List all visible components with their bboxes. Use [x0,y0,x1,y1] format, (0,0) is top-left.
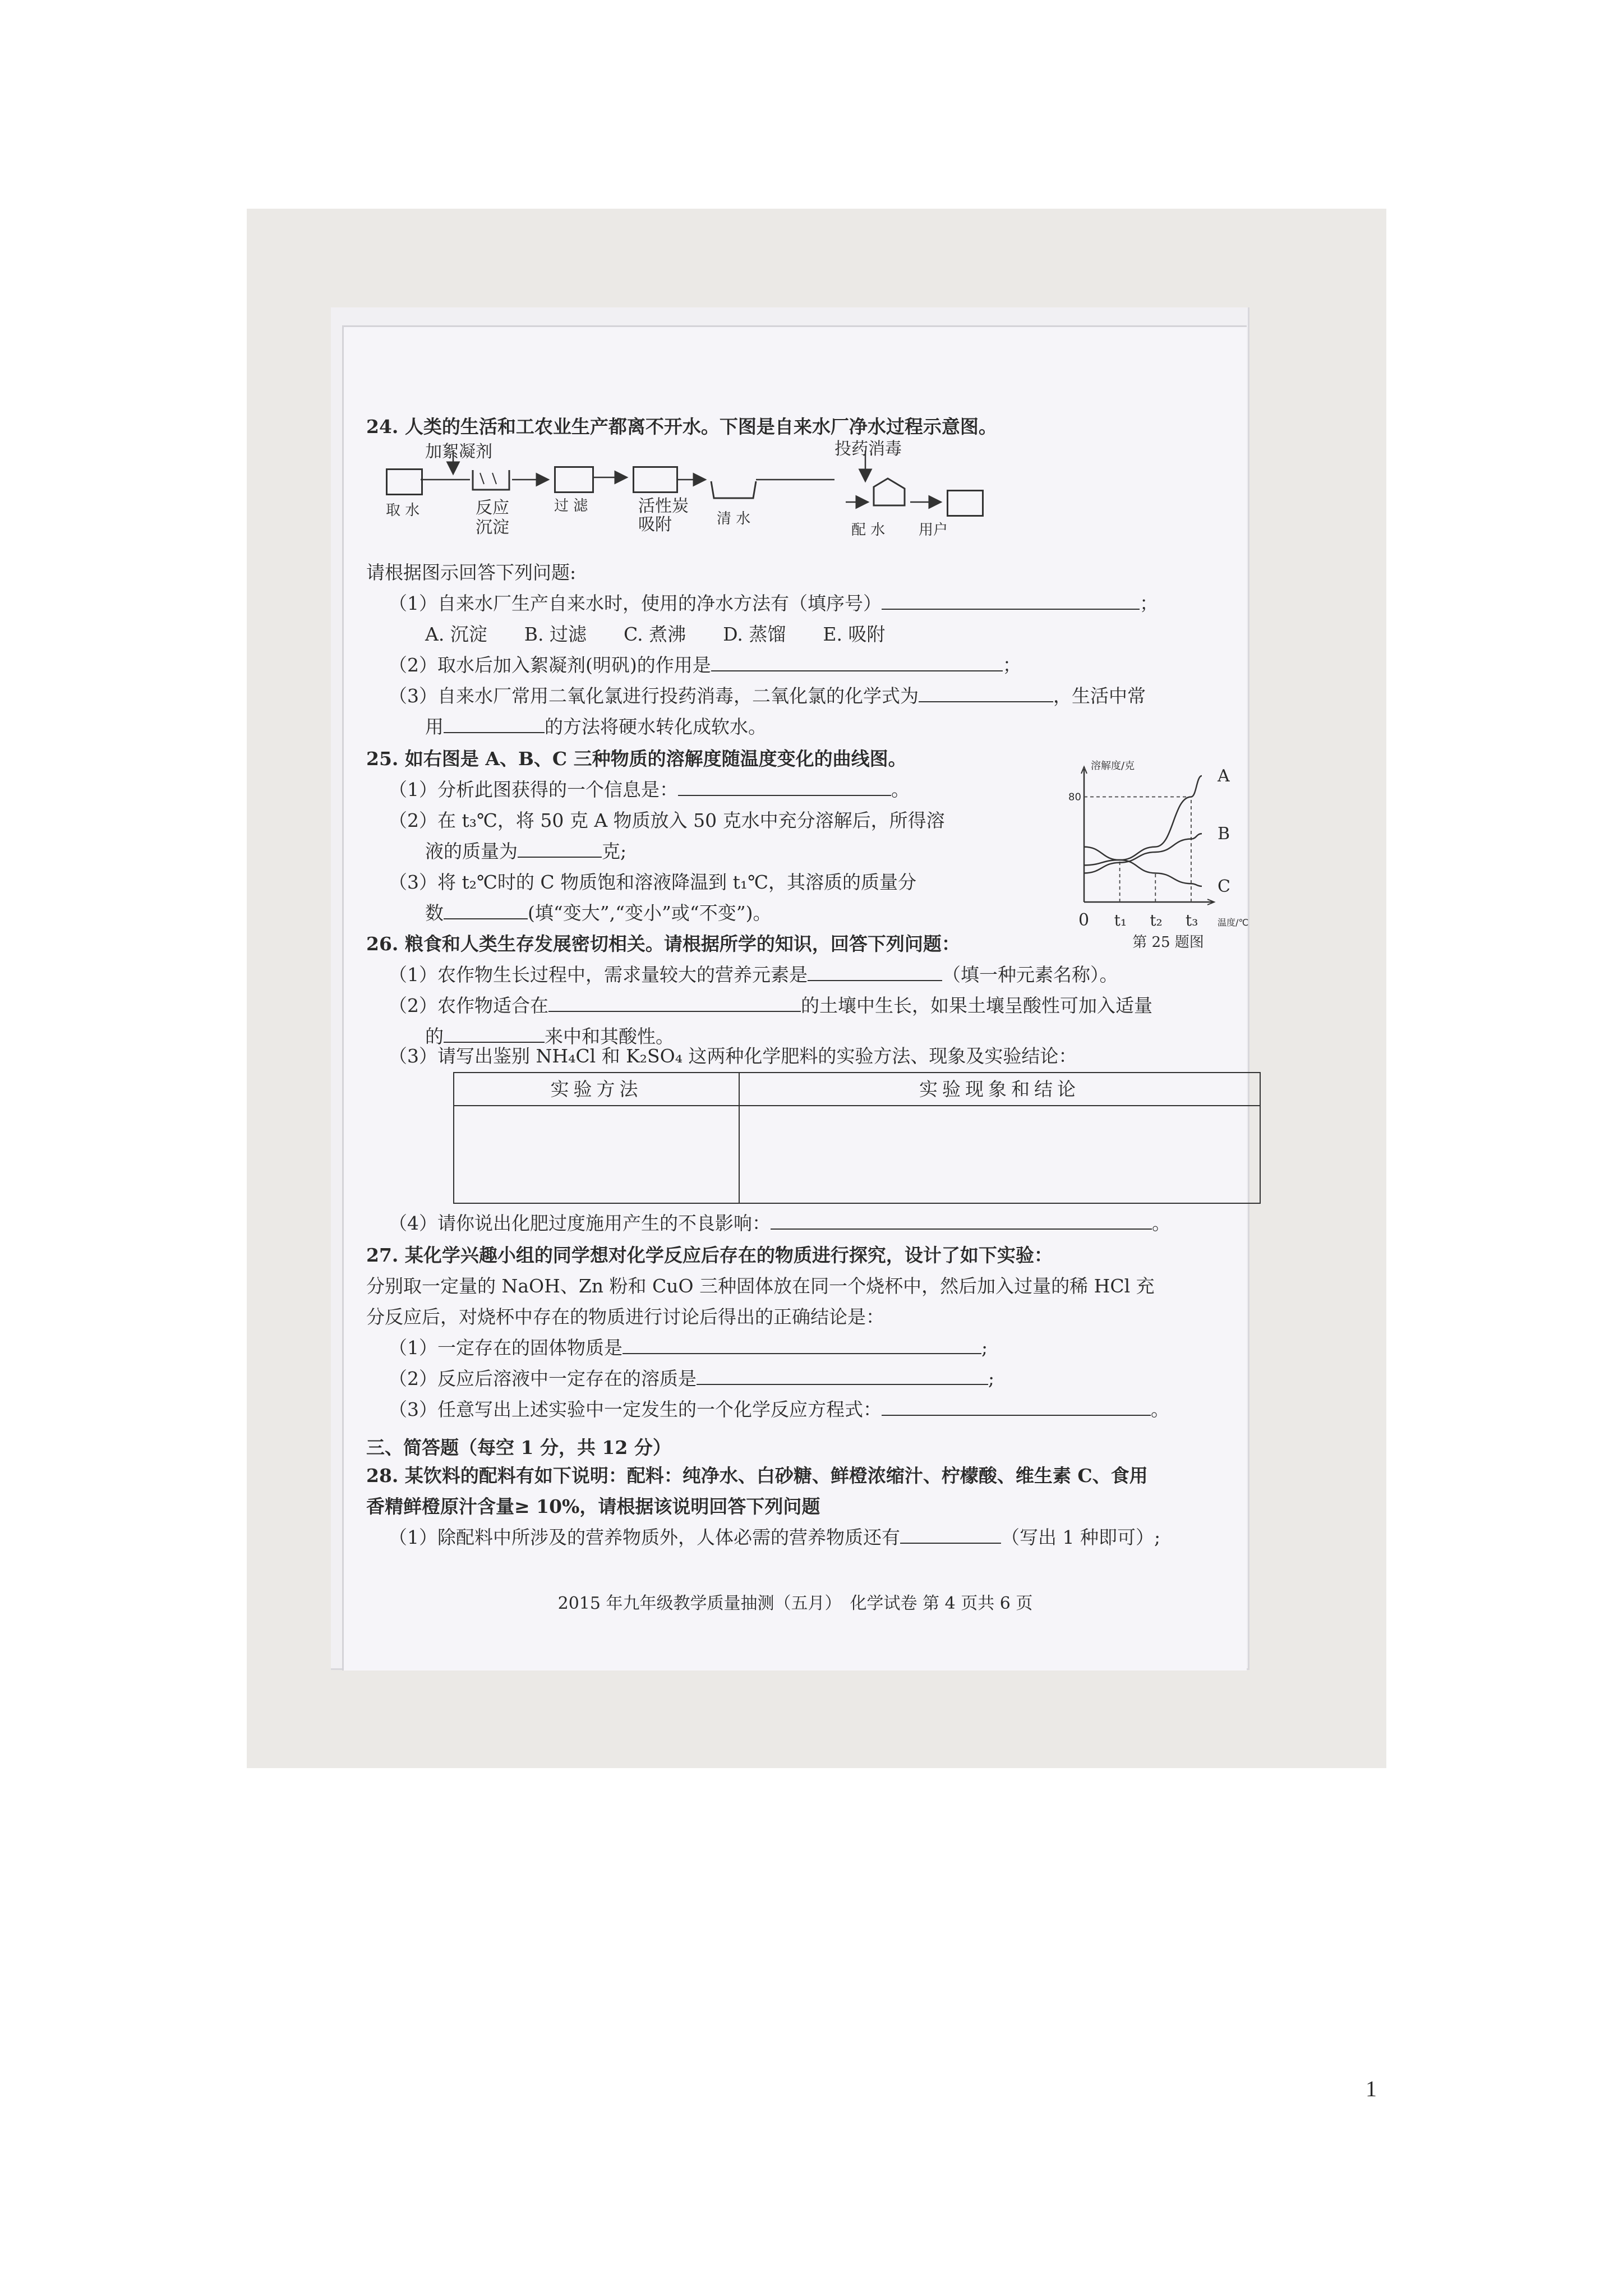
q28-sub1 [389,1522,1160,1553]
q24-sub3-text4: 的方法将硬水转化成软水。 [545,716,767,738]
q27-sub3-text: （3）任意写出上述实验中一定发生的一个化学反应方程式： [389,1398,882,1420]
q26-sub4 [389,1208,1170,1239]
q24-title: 24. 人类的生活和工农业生产都离不开水。下图是自来水厂净水过程示意图。 [366,416,997,438]
y-tick-label: 80 [1068,791,1081,803]
q27-sub1 [389,1332,988,1363]
q24-sub3-text2: ，生活中常 [1053,685,1146,707]
q26-sub1 [389,959,1118,990]
x-tick-label: t₃ [1185,911,1198,930]
series-line-a [1084,776,1202,865]
q26-blank4 [771,1209,1152,1230]
q28-title: 28. 某饮料的配料有如下说明：配料：纯净水、白砂糖、鲜橙浓缩汁、柠檬酸、维生素 C、食用 [366,1465,1148,1487]
series-label-a: A [1218,766,1230,786]
q24-blank4 [444,713,545,733]
q26-sub2 [389,990,1152,1021]
q26-sub4-text: （4）请你说出化肥过度施用产生的不良影响： [389,1212,771,1234]
q27-sub2-text: （2）反应后溶液中一定存在的溶质是 [389,1368,697,1389]
method-header: 实验方法 [454,1073,739,1106]
x-tick-label: t₁ [1114,911,1127,930]
q27-para2: 分反应后，对烧杯中存在的物质进行讨论后得出的正确结论是： [366,1306,884,1328]
q28-sub1-end: （写出 1 种即可）; [1001,1526,1161,1548]
series-label-b: B [1218,824,1230,844]
q24-sub1-text: （1）自来水厂生产自来水时，使用的净水方法有（填序号） [389,592,882,614]
q25-sub3-end: (填“变大”,“变小”或“不变”)。 [528,902,772,924]
exam-page [342,325,1247,1671]
user-label: 用户 [919,522,948,539]
q24-sub2 [389,650,1021,680]
series-line-c [1084,847,1202,886]
q24-sub1-end: ； [1140,592,1158,614]
intake-label: 取 水 [386,502,420,519]
q24-blank1 [882,590,1140,610]
q27-title: 27. 某化学兴趣小组的同学想对化学反应后存在的物质进行探究，设计了如下实验： [366,1244,1053,1266]
method-answer-cell[interactable] [454,1106,739,1203]
q25-sub3-cont [425,898,771,928]
distribute-label: 配 水 [851,522,886,539]
q24-blank2 [711,651,1003,671]
q26-blank3 [444,1023,545,1043]
water-treatment-flow-diagram [386,439,1003,540]
q27-para1: 分别取一定量的 NaOH、Zn 粉和 CuO 三种固体放在同一个烧杯中，然后加入过量的稀 HCl 充 [366,1275,1155,1297]
q27-sub2-end: ; [988,1368,995,1389]
disinfect-label: 投药消毒 [834,439,902,459]
result-header: 实验现象和结论 [739,1073,1260,1106]
filter-label: 过 滤 [554,498,588,514]
chart-series-group [1084,776,1202,886]
q26-sub2-end: 来中和其酸性。 [545,1025,674,1047]
q28-sub1-text: （1）除配料中所涉及的营养物质外，人体必需的营养物质还有 [389,1526,900,1548]
q27-blank1 [623,1334,981,1354]
section3-title: 三、简答题（每空 1 分，共 12 分） [366,1437,671,1458]
q25-blank2 [518,838,602,858]
q25-sub2-cont [425,836,626,867]
q25-blank3 [444,899,528,919]
q24-options: A. 沉淀 B. 过滤 C. 煮沸 D. 蒸馏 E. 吸附 [425,623,886,645]
experiment-table [453,1072,1261,1204]
q24-sub3 [389,680,1146,711]
q25-blank1 [678,776,891,796]
reaction-label: 反应 [476,498,509,518]
q25-title: 25. 如右图是 A、B、C 三种物质的溶解度随温度变化的曲线图。 [366,748,907,770]
result-answer-cell[interactable] [739,1106,1260,1203]
q25-sub1-end: 。 [891,779,910,800]
coagulant-label: 加絮凝剂 [425,442,492,462]
q26-blank2 [548,992,801,1012]
q24-intro: 请根据图示回答下列问题: [366,562,577,583]
q28-blank1 [900,1524,1001,1544]
user-tank [947,490,984,517]
intake-tank [386,468,423,495]
q27-sub2 [389,1363,994,1394]
q27-sub1-end: ; [981,1337,988,1359]
q26-blank1 [808,961,942,981]
q27-blank2 [697,1365,988,1385]
experiment-table-answer-row [454,1106,1260,1203]
q26-sub2-text2: 的土壤中生长，如果土壤呈酸性可加入适量 [801,995,1152,1016]
x-tick-label: t₂ [1150,911,1163,930]
adsorb-label: 吸附 [638,515,672,535]
q25-sub1 [389,774,910,805]
q25-sub3-text: 数 [425,902,444,924]
q26-sub1-text: （1）农作物生长过程中，需求量较大的营养元素是 [389,964,808,986]
q24-sub3-cont [425,711,767,742]
q26-title: 26. 粮食和人类生存发展密切相关。请根据所学的知识，回答下列问题： [366,933,960,955]
chart-labels [1068,760,1248,951]
q26-sub4-end: 。 [1152,1212,1170,1234]
q26-sub2-text3: 的 [425,1025,444,1047]
q24-sub3-text3: 用 [425,716,444,738]
q25-sub1-text: （1）分析此图获得的一个信息是： [389,779,678,800]
x-axis-label: 温度/℃ [1218,917,1249,928]
q24-sub2-end: ； [1002,654,1021,676]
q27-sub3 [389,1394,1169,1425]
solubility-chart-svg [1067,759,1249,951]
series-label-c: C [1218,876,1230,896]
solubility-chart [1067,759,1249,951]
carbon-tank [633,466,678,493]
q24-sub2-text: （2）取水后加入絮凝剂(明矾)的作用是 [389,654,711,676]
chart-caption: 第 25 题图 [1132,934,1204,951]
q26-sub2-text: （2）农作物适合在 [389,995,548,1016]
q28-line2: 香精鲜橙原汁含量≥ 10%，请根据该说明回答下列问题 [366,1496,820,1517]
q26-sub1-end: （填一种元素名称）。 [942,964,1118,986]
y-axis-label: 溶解度/克 [1091,760,1135,772]
q25-sub2-text: 液的质量为 [425,840,518,862]
q27-sub3-end: 。 [1151,1398,1169,1420]
q25-sub3: （3）将 t₂℃时的 C 物质饱和溶液降温到 t₁℃，其溶质的质量分 [389,871,917,893]
carbon-label: 活性炭 [638,496,689,516]
filter-tank [554,466,594,493]
sedimentation-label: 沉淀 [476,518,509,537]
q24-sub3-text: （3）自来水厂常用二氧化氯进行投药消毒，二氧化氯的化学式为 [389,685,919,707]
q25-sub2: （2）在 t₃℃，将 50 克 A 物质放入 50 克水中充分溶解后，所得溶 [389,809,945,831]
page-footer: 2015 年九年级教学质量抽测（五月） 化学试卷 第 4 页共 6 页 [557,1594,1033,1613]
q27-sub1-text: （1）一定存在的固体物质是 [389,1337,623,1359]
clear-water-label: 清 水 [717,510,751,527]
q27-blank3 [882,1396,1151,1416]
q24-sub1 [389,588,1158,619]
page-number: 1 [1366,2076,1377,2101]
origin-label: 0 [1078,910,1090,930]
q25-sub2-end: 克; [602,840,627,862]
q26-sub3: （3）请写出鉴别 NH₄Cl 和 K₂SO₄ 这两种化学肥料的实验方法、现象及实验结论： [389,1045,1077,1067]
q24-blank3 [919,682,1053,702]
experiment-table-header-row [454,1073,1260,1106]
